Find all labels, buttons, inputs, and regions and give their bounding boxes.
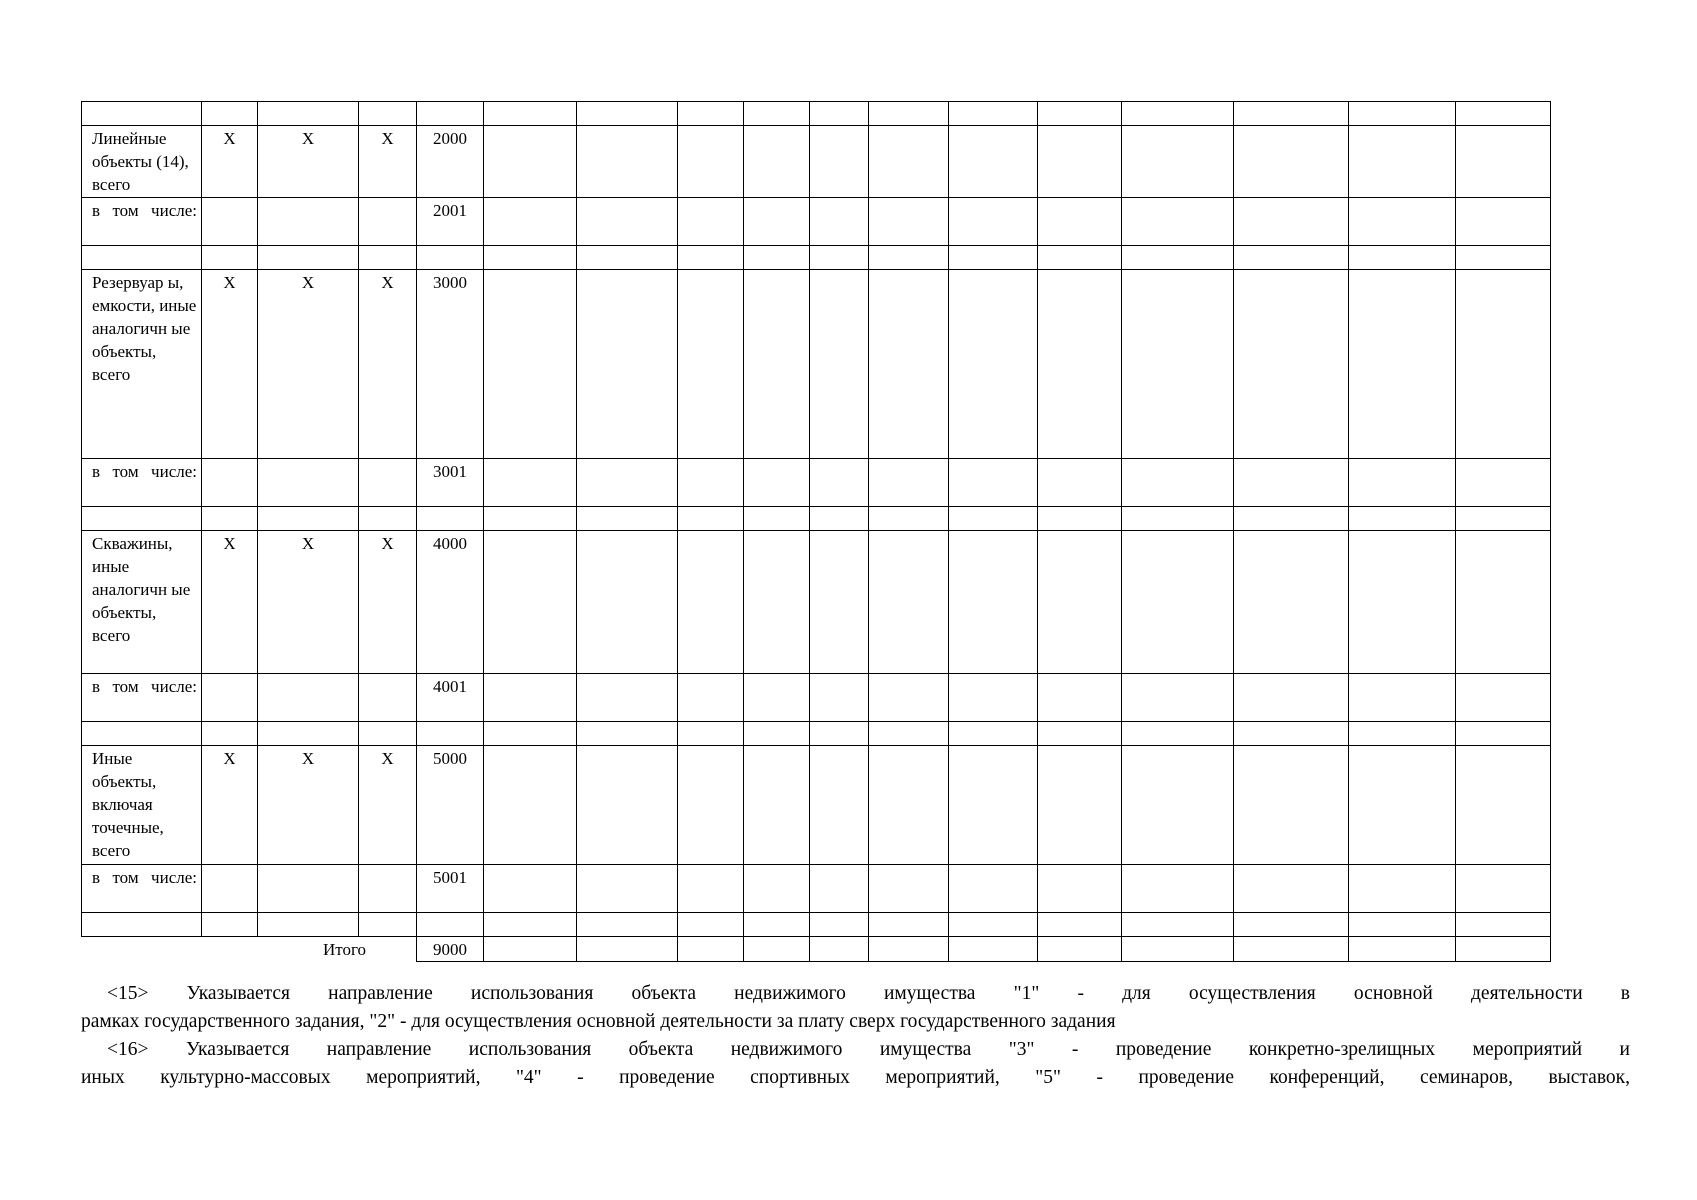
- empty-cell: [577, 507, 678, 531]
- empty-cell: [417, 913, 484, 937]
- section-row: [82, 270, 1551, 459]
- empty-cell: [744, 722, 810, 746]
- empty-cell: [810, 507, 869, 531]
- empty-cell: [1234, 674, 1349, 722]
- empty-cell: [1234, 270, 1349, 459]
- empty-cell: [810, 270, 869, 459]
- empty-cell: [1122, 246, 1234, 270]
- empty-cell: [949, 507, 1038, 531]
- empty-cell: [678, 937, 744, 962]
- empty-cell: [258, 674, 359, 722]
- empty-cell: [258, 913, 359, 937]
- empty-cell: [359, 722, 417, 746]
- sub-code: 5001: [417, 865, 484, 913]
- empty-cell: [359, 459, 417, 507]
- empty-cell: [1122, 937, 1234, 962]
- empty-cell: [1349, 722, 1456, 746]
- empty-cell: [1349, 531, 1456, 674]
- total-code: 9000: [417, 937, 484, 962]
- empty-cell: [869, 746, 949, 865]
- empty-cell: [1456, 674, 1551, 722]
- empty-cell: [810, 865, 869, 913]
- section-name: Скважины, иные аналогичн ые объекты, всего: [82, 531, 202, 674]
- empty-cell: [678, 674, 744, 722]
- empty-cell: [810, 722, 869, 746]
- empty-cell: [1122, 198, 1234, 246]
- empty-cell: [1122, 531, 1234, 674]
- empty-cell: [1122, 674, 1234, 722]
- empty-cell: [417, 507, 484, 531]
- x-mark: X: [359, 746, 417, 865]
- empty-cell: [744, 459, 810, 507]
- empty-cell: [417, 246, 484, 270]
- empty-cell: [484, 198, 577, 246]
- row-code: 5000: [417, 746, 484, 865]
- empty-cell: [949, 913, 1038, 937]
- empty-cell: [744, 102, 810, 126]
- empty-cell: [359, 246, 417, 270]
- x-mark: X: [202, 126, 258, 198]
- empty-cell: [949, 246, 1038, 270]
- empty-cell: [258, 865, 359, 913]
- empty-cell: [359, 102, 417, 126]
- empty-cell: [202, 865, 258, 913]
- sub-label: в том числе:: [82, 674, 202, 722]
- subtotal-row: [82, 459, 1551, 507]
- section-row: [82, 531, 1551, 674]
- empty-cell: [810, 102, 869, 126]
- empty-cell: [1349, 507, 1456, 531]
- empty-cell: [744, 531, 810, 674]
- empty-cell: [869, 246, 949, 270]
- empty-cell: [577, 531, 678, 674]
- subtotal-row: [82, 198, 1551, 246]
- empty-cell: [1349, 270, 1456, 459]
- empty-cell: [484, 459, 577, 507]
- empty-cell: [82, 507, 202, 531]
- empty-cell: [810, 937, 869, 962]
- section-row: [82, 126, 1551, 198]
- empty-cell: [1456, 937, 1551, 962]
- empty-cell: [1038, 865, 1122, 913]
- empty-cell: [1456, 531, 1551, 674]
- empty-cell: [82, 246, 202, 270]
- empty-cell: [1234, 865, 1349, 913]
- empty-cell: [484, 507, 577, 531]
- empty-cell: [1038, 531, 1122, 674]
- empty-cell: [1122, 270, 1234, 459]
- empty-cell: [258, 722, 359, 746]
- empty-cell: [1038, 937, 1122, 962]
- empty-cell: [1234, 198, 1349, 246]
- empty-cell: [744, 674, 810, 722]
- empty-cell: [1234, 102, 1349, 126]
- empty-cell: [484, 246, 577, 270]
- empty-cell: [1349, 674, 1456, 722]
- empty-cell: [678, 507, 744, 531]
- empty-row: [82, 722, 1551, 746]
- empty-cell: [869, 126, 949, 198]
- empty-cell: [949, 722, 1038, 746]
- empty-row: [82, 246, 1551, 270]
- empty-cell: [869, 674, 949, 722]
- empty-cell: [1234, 126, 1349, 198]
- empty-cell: [1038, 198, 1122, 246]
- empty-cell: [744, 270, 810, 459]
- empty-cell: [810, 459, 869, 507]
- x-mark: X: [202, 531, 258, 674]
- empty-cell: [484, 531, 577, 674]
- empty-cell: [258, 459, 359, 507]
- empty-cell: [202, 507, 258, 531]
- empty-cell: [1349, 102, 1456, 126]
- empty-cell: [1234, 722, 1349, 746]
- empty-cell: [577, 937, 678, 962]
- empty-cell: [577, 746, 678, 865]
- empty-cell: [1234, 937, 1349, 962]
- empty-cell: [359, 913, 417, 937]
- empty-cell: [1456, 270, 1551, 459]
- empty-cell: [484, 937, 577, 962]
- empty-cell: [869, 937, 949, 962]
- empty-cell: [1038, 746, 1122, 865]
- sub-label: в том числе:: [82, 198, 202, 246]
- empty-cell: [484, 126, 577, 198]
- row-code: 3000: [417, 270, 484, 459]
- footnote-15-line-1: <15> Указывается направление использования объекта недвижимого имущества "1" - для осуществления основной деятельности в: [107, 983, 1630, 1004]
- empty-cell: [1456, 198, 1551, 246]
- empty-cell: [1234, 507, 1349, 531]
- empty-cell: [417, 102, 484, 126]
- empty-cell: [1038, 246, 1122, 270]
- empty-cell: [678, 270, 744, 459]
- row-code: 2000: [417, 126, 484, 198]
- empty-cell: [869, 507, 949, 531]
- empty-cell: [484, 674, 577, 722]
- empty-cell: [744, 865, 810, 913]
- property-table: [81, 101, 1551, 962]
- empty-cell: [1456, 246, 1551, 270]
- x-mark: X: [258, 746, 359, 865]
- empty-cell: [577, 126, 678, 198]
- empty-cell: [258, 198, 359, 246]
- empty-cell: [949, 746, 1038, 865]
- empty-row: [82, 507, 1551, 531]
- x-mark: X: [258, 126, 359, 198]
- empty-cell: [484, 270, 577, 459]
- empty-cell: [1456, 102, 1551, 126]
- section-name: Иные объекты, включая точечные, всего: [82, 746, 202, 865]
- empty-cell: [810, 913, 869, 937]
- empty-cell: [1234, 531, 1349, 674]
- empty-cell: [484, 746, 577, 865]
- empty-cell: [1456, 865, 1551, 913]
- empty-cell: [869, 102, 949, 126]
- x-mark: X: [258, 270, 359, 459]
- empty-cell: [359, 507, 417, 531]
- empty-row: [82, 913, 1551, 937]
- empty-cell: [484, 865, 577, 913]
- sub-label: в том числе:: [82, 865, 202, 913]
- empty-cell: [1456, 459, 1551, 507]
- empty-cell: [258, 102, 359, 126]
- empty-cell: [810, 746, 869, 865]
- empty-cell: [678, 126, 744, 198]
- x-mark: X: [359, 126, 417, 198]
- empty-cell: [744, 198, 810, 246]
- empty-cell: [678, 746, 744, 865]
- empty-row: [82, 102, 1551, 126]
- subtotal-row: [82, 865, 1551, 913]
- empty-cell: [949, 102, 1038, 126]
- empty-cell: [359, 674, 417, 722]
- empty-cell: [949, 531, 1038, 674]
- empty-cell: [202, 198, 258, 246]
- empty-cell: [1038, 507, 1122, 531]
- section-name: Линейные объекты (14), всего: [82, 126, 202, 198]
- empty-cell: [1349, 246, 1456, 270]
- empty-cell: [949, 674, 1038, 722]
- empty-cell: [1349, 198, 1456, 246]
- empty-cell: [1456, 722, 1551, 746]
- empty-cell: [1122, 102, 1234, 126]
- empty-cell: [1234, 459, 1349, 507]
- empty-cell: [678, 722, 744, 746]
- empty-cell: [744, 507, 810, 531]
- empty-cell: [484, 102, 577, 126]
- empty-cell: [949, 937, 1038, 962]
- empty-cell: [810, 198, 869, 246]
- empty-cell: [869, 913, 949, 937]
- empty-cell: [869, 722, 949, 746]
- empty-cell: [202, 246, 258, 270]
- empty-cell: [744, 746, 810, 865]
- empty-cell: [949, 198, 1038, 246]
- empty-cell: [202, 913, 258, 937]
- empty-cell: [202, 459, 258, 507]
- empty-cell: [1038, 126, 1122, 198]
- empty-cell: [1122, 865, 1234, 913]
- empty-cell: [744, 126, 810, 198]
- empty-cell: [869, 459, 949, 507]
- empty-cell: [1456, 913, 1551, 937]
- empty-cell: [1038, 459, 1122, 507]
- empty-cell: [1122, 913, 1234, 937]
- empty-cell: [577, 913, 678, 937]
- empty-cell: [577, 102, 678, 126]
- empty-cell: [678, 102, 744, 126]
- x-mark: X: [258, 531, 359, 674]
- empty-cell: [869, 531, 949, 674]
- empty-cell: [744, 937, 810, 962]
- empty-cell: [949, 270, 1038, 459]
- section-row: [82, 746, 1551, 865]
- empty-cell: [869, 198, 949, 246]
- empty-cell: [577, 459, 678, 507]
- footnote-15-line-2: рамках государственного задания, "2" - для осуществления основной деятельности за плату сверх государственного задания: [81, 1011, 1116, 1032]
- empty-cell: [82, 102, 202, 126]
- sub-code: 4001: [417, 674, 484, 722]
- empty-cell: [1349, 937, 1456, 962]
- x-mark: X: [359, 270, 417, 459]
- empty-cell: [949, 459, 1038, 507]
- empty-cell: [577, 246, 678, 270]
- empty-cell: [678, 459, 744, 507]
- empty-cell: [1122, 459, 1234, 507]
- empty-cell: [744, 913, 810, 937]
- x-mark: X: [202, 746, 258, 865]
- empty-cell: [810, 674, 869, 722]
- empty-cell: [359, 198, 417, 246]
- empty-cell: [258, 246, 359, 270]
- empty-cell: [1234, 913, 1349, 937]
- sub-label: в том числе:: [82, 459, 202, 507]
- empty-cell: [82, 913, 202, 937]
- empty-cell: [1038, 270, 1122, 459]
- empty-cell: [258, 507, 359, 531]
- empty-cell: [810, 126, 869, 198]
- empty-cell: [417, 722, 484, 746]
- empty-cell: [678, 865, 744, 913]
- empty-cell: [577, 674, 678, 722]
- x-mark: X: [202, 270, 258, 459]
- empty-cell: [810, 531, 869, 674]
- empty-cell: [577, 270, 678, 459]
- empty-cell: [1122, 746, 1234, 865]
- empty-cell: [577, 198, 678, 246]
- empty-cell: [202, 102, 258, 126]
- empty-cell: [1456, 746, 1551, 865]
- footnote-16-line-2: иных культурно-массовых мероприятий, "4" - проведение спортивных мероприятий, "5" - проведение конференций, семинаров, выставок,: [81, 1067, 1630, 1088]
- empty-cell: [1349, 865, 1456, 913]
- empty-cell: [678, 531, 744, 674]
- empty-cell: [82, 722, 202, 746]
- x-mark: X: [359, 531, 417, 674]
- empty-cell: [949, 126, 1038, 198]
- empty-cell: [1234, 746, 1349, 865]
- empty-cell: [577, 865, 678, 913]
- empty-cell: [1456, 507, 1551, 531]
- empty-cell: [1456, 126, 1551, 198]
- empty-cell: [359, 865, 417, 913]
- empty-cell: [202, 722, 258, 746]
- total-row: [82, 937, 1551, 962]
- sub-code: 3001: [417, 459, 484, 507]
- empty-cell: [1349, 746, 1456, 865]
- empty-cell: [949, 865, 1038, 913]
- empty-cell: [1038, 674, 1122, 722]
- empty-cell: [1122, 507, 1234, 531]
- empty-cell: [678, 246, 744, 270]
- empty-cell: [810, 246, 869, 270]
- section-name: Резервуар ы, емкости, иные аналогичн ые объекты, всего: [82, 270, 202, 459]
- empty-cell: [1038, 102, 1122, 126]
- empty-cell: [678, 913, 744, 937]
- sub-code: 2001: [417, 198, 484, 246]
- empty-cell: [869, 865, 949, 913]
- footnote-16-line-1: <16> Указывается направление использования объекта недвижимого имущества "3" - проведение конкретно-зрелищных мероприятий и: [107, 1039, 1630, 1060]
- empty-cell: [1234, 246, 1349, 270]
- empty-cell: [678, 198, 744, 246]
- empty-cell: [484, 913, 577, 937]
- empty-cell: [1349, 126, 1456, 198]
- empty-cell: [1038, 913, 1122, 937]
- empty-cell: [1349, 913, 1456, 937]
- empty-cell: [1122, 722, 1234, 746]
- empty-cell: [1349, 459, 1456, 507]
- empty-cell: [577, 722, 678, 746]
- empty-cell: [869, 270, 949, 459]
- empty-cell: [484, 722, 577, 746]
- row-code: 4000: [417, 531, 484, 674]
- subtotal-row: [82, 674, 1551, 722]
- empty-cell: [1038, 722, 1122, 746]
- empty-cell: [1122, 126, 1234, 198]
- total-label: Итого: [82, 937, 417, 962]
- footnotes: [81, 980, 1630, 1092]
- empty-cell: [744, 246, 810, 270]
- empty-cell: [202, 674, 258, 722]
